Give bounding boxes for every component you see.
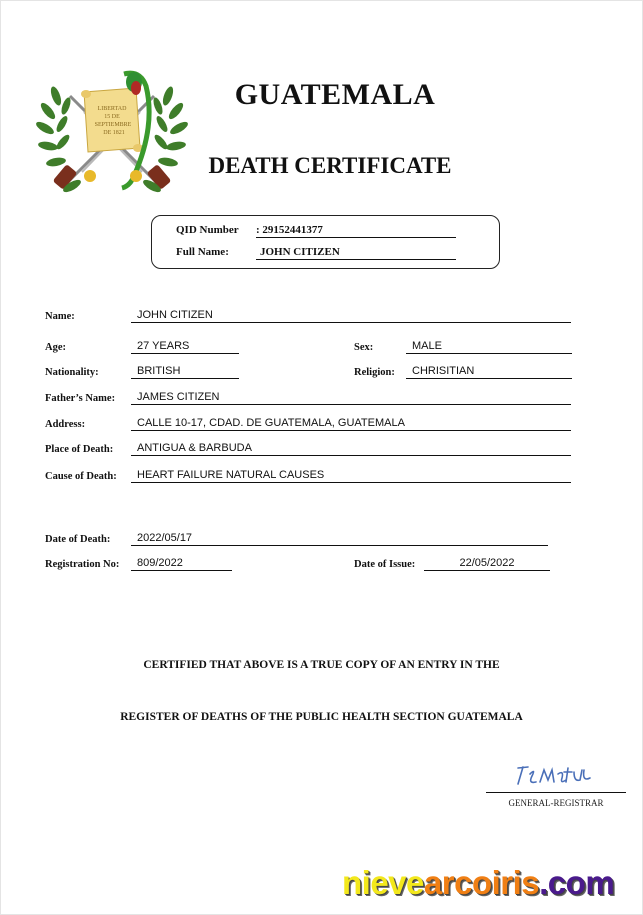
certification-line-2: REGISTER OF DEATHS OF THE PUBLIC HEALTH SECTION GUATEMALA xyxy=(120,711,523,723)
watermark-part-2: arcoiris xyxy=(423,864,540,901)
address-value: CALLE 10-17, CDAD. DE GUATEMALA, GUATEMALA xyxy=(131,417,571,431)
svg-text:LIBERTAD: LIBERTAD xyxy=(97,106,127,112)
cause-of-death-label: Cause of Death: xyxy=(45,471,117,482)
watermark-part-1: nieve xyxy=(342,864,424,901)
coat-of-arms-icon xyxy=(36,66,188,198)
svg-text:DE 1821: DE 1821 xyxy=(103,130,125,136)
signature-icon xyxy=(512,762,596,788)
fathers-name-value: JAMES CITIZEN xyxy=(131,391,571,405)
certification-line-1: CERTIFIED THAT ABOVE IS A TRUE COPY OF AN ENTRY IN THE xyxy=(143,659,500,671)
cause-of-death-value: HEART FAILURE NATURAL CAUSES xyxy=(131,469,571,483)
signatory-title: GENERAL-REGISTRAR xyxy=(508,798,604,808)
age-value: 27 YEARS xyxy=(131,340,239,354)
date-of-death-label: Date of Death: xyxy=(45,534,111,545)
religion-value: CHRISITIAN xyxy=(406,365,572,379)
qid-value: : 29152441377 xyxy=(256,224,456,238)
full-name-label: Full Name: xyxy=(176,246,229,258)
registration-no-label: Registration No: xyxy=(45,559,120,570)
religion-label: Religion: xyxy=(354,367,395,378)
place-of-death-label: Place of Death: xyxy=(45,444,114,455)
watermark xyxy=(342,864,614,902)
fathers-name-label: Father’s Name: xyxy=(45,393,116,404)
nationality-label: Nationality: xyxy=(45,367,99,378)
full-name-value: JOHN CITIZEN xyxy=(256,246,456,260)
id-summary-box xyxy=(151,215,500,269)
svg-text:15 DE: 15 DE xyxy=(104,114,120,120)
registration-no-value: 809/2022 xyxy=(131,557,232,571)
sex-label: Sex: xyxy=(354,342,374,353)
name-label: Name: xyxy=(45,311,75,322)
svg-text:SEPTIEMBRE: SEPTIEMBRE xyxy=(94,122,132,128)
watermark-part-3: .com xyxy=(539,864,615,901)
qid-label: QID Number xyxy=(176,224,239,236)
address-label: Address: xyxy=(45,419,86,430)
country-title: GUATEMALA xyxy=(234,78,436,111)
name-value: JOHN CITIZEN xyxy=(131,309,571,323)
date-of-death-value: 2022/05/17 xyxy=(131,532,548,546)
place-of-death-value: ANTIGUA & BARBUDA xyxy=(131,442,571,456)
sex-value: MALE xyxy=(406,340,572,354)
date-of-issue-value: 22/05/2022 xyxy=(424,557,550,571)
signature-line xyxy=(486,792,626,793)
date-of-issue-label: Date of Issue: xyxy=(354,559,416,570)
nationality-value: BRITISH xyxy=(131,365,239,379)
document-title: DEATH CERTIFICATE xyxy=(208,153,452,178)
age-label: Age: xyxy=(45,342,66,353)
